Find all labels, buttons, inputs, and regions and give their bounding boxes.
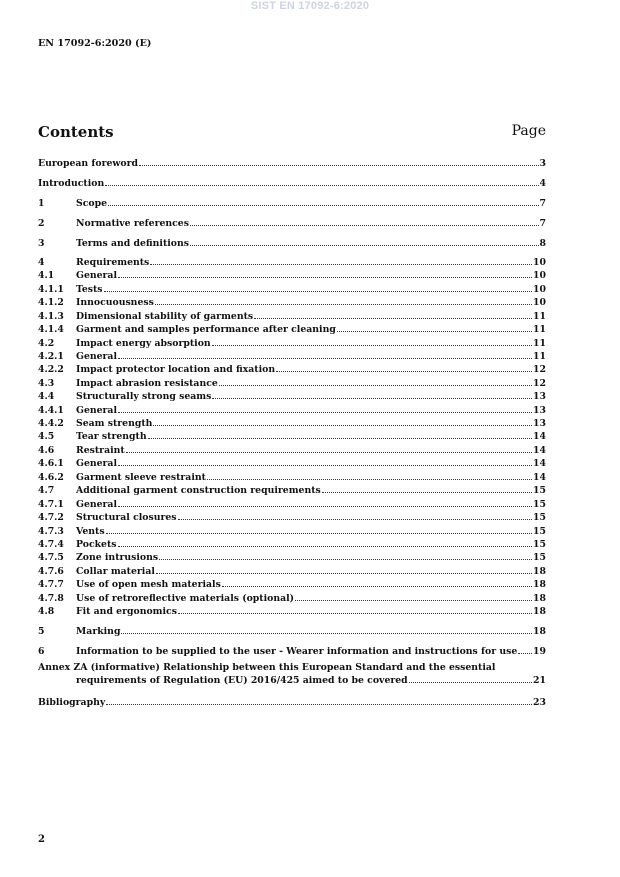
toc-entry-number: 4.7.8 <box>38 593 64 604</box>
toc-entry-title: Terms and definitions <box>76 238 189 249</box>
toc-entry-number: 4.2.1 <box>38 351 64 362</box>
toc-entry-number: 4.8 <box>38 606 55 617</box>
toc-entry[interactable] <box>38 296 546 309</box>
toc-entry-title: Normative references <box>76 218 189 229</box>
dot-leader <box>295 599 532 601</box>
toc-entry-title: European foreword <box>38 158 138 169</box>
toc-entry[interactable] <box>38 498 546 511</box>
toc-entry-page: 14 <box>533 472 546 483</box>
toc-entry-page: 7 <box>539 218 546 229</box>
annex-page: 21 <box>533 675 546 686</box>
toc-entry[interactable] <box>38 565 546 578</box>
toc-entry-title: Requirements <box>76 257 150 268</box>
toc-entry-number: 4.7.1 <box>38 499 64 510</box>
toc-entry-page: 12 <box>533 364 546 375</box>
toc-entry-page: 10 <box>533 284 546 295</box>
toc-entry-number: 4.4 <box>38 391 55 402</box>
toc-entry-number: 4.1.3 <box>38 311 64 322</box>
toc-entry-number: 4.7.6 <box>38 566 64 577</box>
dot-leader <box>118 357 532 359</box>
dot-leader <box>190 224 539 226</box>
toc-entry-title: Structurally strong seams <box>76 391 212 402</box>
toc-entry[interactable] <box>38 217 546 230</box>
toc-entry-bibliography[interactable] <box>38 696 546 709</box>
toc-entry-title: Impact abrasion resistance <box>76 378 218 389</box>
toc-entry-number: 4.4.2 <box>38 418 64 429</box>
toc-entry-number: 4.7.5 <box>38 552 64 563</box>
toc-entry-title: Use of open mesh materials <box>76 579 221 590</box>
toc-entry-number: 4.6.2 <box>38 472 64 483</box>
toc-entry-page: 18 <box>533 566 546 577</box>
toc-entry[interactable] <box>38 283 546 296</box>
toc-entry-page: 15 <box>533 499 546 510</box>
toc-entry[interactable] <box>38 269 546 282</box>
toc-entry-page: 11 <box>533 311 546 322</box>
dot-leader <box>219 384 532 386</box>
dot-leader <box>150 263 532 265</box>
toc-entry-page: 18 <box>533 626 546 637</box>
toc-entry-number: 1 <box>38 198 45 209</box>
toc-entry-number: 6 <box>38 646 45 657</box>
toc-entry-title: Dimensional stability of garments <box>76 311 254 322</box>
toc-entry-page: 11 <box>533 324 546 335</box>
dot-leader <box>153 424 532 426</box>
toc-entry-title: General <box>76 458 117 469</box>
toc-entry-title: Fit and ergonomics <box>76 606 177 617</box>
toc-entry-title: Introduction <box>38 178 105 189</box>
toc-entry[interactable] <box>38 645 546 658</box>
dot-leader <box>104 290 533 292</box>
dot-leader <box>126 451 532 453</box>
toc-entry-title: Innocuousness <box>76 297 154 308</box>
dot-leader <box>118 276 532 278</box>
toc-entry-page: 18 <box>533 606 546 617</box>
dot-leader <box>254 317 532 319</box>
toc-entry[interactable] <box>38 538 546 551</box>
toc-entry[interactable] <box>38 484 546 497</box>
bibliography-title: Bibliography <box>38 697 106 708</box>
toc-entry-page: 10 <box>533 297 546 308</box>
toc-entry[interactable] <box>38 197 546 210</box>
toc-entry-page: 4 <box>539 178 546 189</box>
toc-entry-number: 4.1 <box>38 270 55 281</box>
toc-entry-page: 18 <box>533 579 546 590</box>
toc-entry-number: 4 <box>38 257 45 268</box>
dot-leader <box>118 411 532 413</box>
toc-entry-number: 4.6.1 <box>38 458 64 469</box>
dot-leader <box>118 545 533 547</box>
toc-entry-number: 4.2 <box>38 338 55 349</box>
toc-entry-page: 14 <box>533 445 546 456</box>
toc-entry[interactable] <box>38 525 546 538</box>
toc-entry-title: Tear strength <box>76 431 147 442</box>
toc-entry-page: 13 <box>533 391 546 402</box>
toc-entry-page: 15 <box>533 526 546 537</box>
toc-entry-page: 11 <box>533 338 546 349</box>
toc-entry-title: General <box>76 499 117 510</box>
toc-entry[interactable] <box>38 310 546 323</box>
contents-heading: Contents <box>38 123 114 141</box>
toc-entry-title: Seam strength <box>76 418 153 429</box>
annex-title-line2: requirements of Regulation (EU) 2016/425 aimed to be covered <box>76 675 408 686</box>
toc-entry-page: 15 <box>533 552 546 563</box>
dot-leader <box>178 518 533 520</box>
toc-entry-number: 4.4.1 <box>38 405 64 416</box>
toc-entry-title: Use of retroreflective materials (optional) <box>76 593 295 604</box>
dot-leader <box>148 437 532 439</box>
toc-entry[interactable] <box>38 551 546 564</box>
dot-leader <box>121 632 532 634</box>
toc-entry[interactable] <box>38 337 546 350</box>
toc-entry-title: Impact protector location and fixation <box>76 364 276 375</box>
toc-entry-title: General <box>76 405 117 416</box>
toc-entry-page: 15 <box>533 485 546 496</box>
toc-entry-number: 4.1.4 <box>38 324 64 335</box>
dot-leader <box>322 491 532 493</box>
toc-entry[interactable] <box>38 605 546 618</box>
toc-entry[interactable] <box>38 430 546 443</box>
toc-entry[interactable] <box>38 457 546 470</box>
toc-entry-number: 4.6 <box>38 445 55 456</box>
dot-leader <box>409 681 532 683</box>
bibliography-page: 23 <box>533 697 546 708</box>
toc-entry-page: 10 <box>533 270 546 281</box>
toc-entry-title: Additional garment construction requirements <box>76 485 321 496</box>
toc-entry[interactable] <box>38 363 546 376</box>
document-id: EN 17092-6:2020 (E) <box>38 38 152 49</box>
annex-title-line1: Annex ZA (informative) Relationship between this European Standard and the essential <box>38 662 496 673</box>
toc-entry[interactable] <box>38 256 546 269</box>
toc-entry-page: 10 <box>533 257 546 268</box>
dot-leader <box>207 478 532 480</box>
toc-entry-title: Marking <box>76 626 121 637</box>
toc-entry-number: 4.1.2 <box>38 297 64 308</box>
dot-leader <box>118 464 532 466</box>
toc-entry[interactable] <box>38 377 546 390</box>
toc-entry[interactable] <box>38 417 546 430</box>
toc-entry-page: 13 <box>533 418 546 429</box>
dot-leader <box>212 344 532 346</box>
toc-entry[interactable] <box>38 157 546 170</box>
toc-entry[interactable] <box>38 592 546 605</box>
dot-leader <box>108 204 539 206</box>
toc-entry-page: 11 <box>533 351 546 362</box>
dot-leader <box>155 303 532 305</box>
dot-leader <box>178 612 532 614</box>
toc-entry-page: 14 <box>533 458 546 469</box>
toc-entry-number: 4.7 <box>38 485 55 496</box>
toc-entry-annex-za[interactable] <box>38 661 546 687</box>
dot-leader <box>212 397 532 399</box>
toc-entry-title: Zone intrusions <box>76 552 159 563</box>
toc-entry-number: 4.7.4 <box>38 539 64 550</box>
toc-entry-number: 4.7.3 <box>38 526 64 537</box>
toc-entry[interactable] <box>38 511 546 524</box>
toc-entry-number: 4.5 <box>38 431 55 442</box>
dot-leader <box>106 532 532 534</box>
toc-entry[interactable] <box>38 444 546 457</box>
dot-leader <box>518 652 532 654</box>
toc-entry-title: Garment sleeve restraint <box>76 472 206 483</box>
toc-entry-number: 4.3 <box>38 378 55 389</box>
toc-entry-page: 12 <box>533 378 546 389</box>
toc-entry-title: Scope <box>76 198 107 209</box>
toc-entry[interactable] <box>38 404 546 417</box>
toc-entry[interactable] <box>38 237 546 250</box>
toc-entry-number: 3 <box>38 238 45 249</box>
dot-leader <box>337 330 532 332</box>
toc-entry-title: Restraint <box>76 445 125 456</box>
toc-entry-page: 15 <box>533 512 546 523</box>
toc-entry-title: Pockets <box>76 539 117 550</box>
toc-entry-title: Collar material <box>76 566 155 577</box>
toc-entry-number: 4.1.1 <box>38 284 64 295</box>
toc-entry[interactable] <box>38 177 546 190</box>
toc-entry-page: 19 <box>533 646 546 657</box>
toc-entry-page: 13 <box>533 405 546 416</box>
toc-entry-page: 7 <box>539 198 546 209</box>
toc-entry[interactable] <box>38 323 546 336</box>
dot-leader <box>159 558 532 560</box>
toc-entry-number: 4.7.7 <box>38 579 64 590</box>
toc-entry-title: Information to be supplied to the user - Wearer information and instructions for use <box>76 646 518 657</box>
toc-entry[interactable] <box>38 578 546 591</box>
page-column-heading: Page <box>511 123 546 139</box>
toc-entry[interactable] <box>38 350 546 363</box>
toc-entry-title: General <box>76 270 117 281</box>
dot-leader <box>276 370 532 372</box>
toc-entry-number: 2 <box>38 218 45 229</box>
toc-entry-title: General <box>76 351 117 362</box>
toc-entry[interactable] <box>38 625 546 638</box>
page-number: 2 <box>38 834 45 845</box>
dot-leader <box>118 505 532 507</box>
toc-entry-page: 8 <box>539 238 546 249</box>
toc-entry-page: 15 <box>533 539 546 550</box>
toc-entry-title: Structural closures <box>76 512 177 523</box>
toc-entry[interactable] <box>38 390 546 403</box>
toc-entry-number: 5 <box>38 626 45 637</box>
watermark: SIST EN 17092-6:2020 <box>250 0 370 12</box>
dot-leader <box>222 585 532 587</box>
dot-leader <box>106 703 532 705</box>
toc-entry-number: 4.2.2 <box>38 364 64 375</box>
dot-leader <box>190 244 539 246</box>
dot-leader <box>156 572 532 574</box>
dot-leader <box>139 164 539 166</box>
toc-entry-page: 18 <box>533 593 546 604</box>
toc-entry-title: Garment and samples performance after cleaning <box>76 324 336 335</box>
toc-entry-page: 14 <box>533 431 546 442</box>
toc-entry-page: 3 <box>539 158 546 169</box>
dot-leader <box>105 184 538 186</box>
toc-entry-title: Impact energy absorption <box>76 338 211 349</box>
toc-entry-number: 4.7.2 <box>38 512 64 523</box>
toc-entry-title: Tests <box>76 284 103 295</box>
toc-entry-title: Vents <box>76 526 105 537</box>
toc-entry[interactable] <box>38 471 546 484</box>
